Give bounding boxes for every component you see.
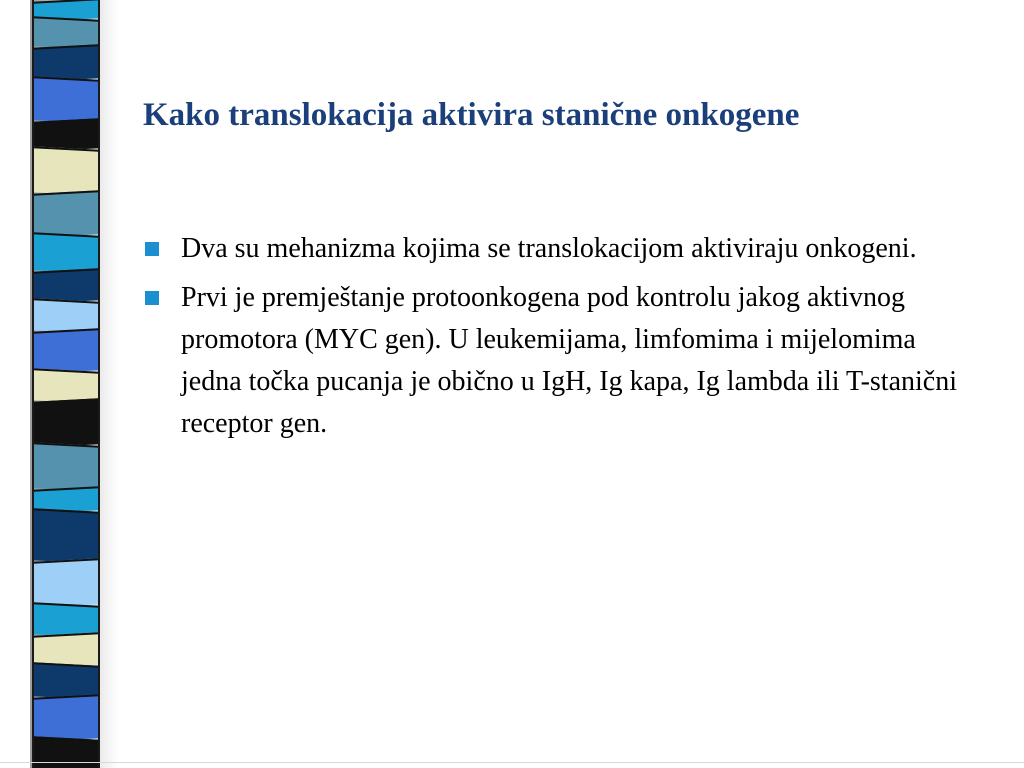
slide-title: Kako translokacija aktivira stanične onkogene	[143, 97, 800, 133]
square-bullet-icon	[145, 291, 159, 305]
bullet-item	[143, 277, 983, 445]
strip-band	[33, 76, 99, 124]
strip-band	[33, 736, 99, 768]
strip-band	[33, 442, 99, 492]
strip-band	[33, 558, 99, 608]
square-bullet-icon	[145, 242, 159, 256]
slide-bottom-border	[0, 762, 1024, 763]
strip-band	[33, 508, 99, 564]
strip-band	[33, 232, 99, 274]
bullet-text: Prvi je premještanje protoonkogena pod kontrolu jakog aktivnog promotora (MYC gen). U leukemijama, limfomima i mijelomima jedna točka pucanja je obično u IgH, Ig kapa, Ig lambda ili T-stanični receptor gen.	[181, 282, 957, 439]
strip-band	[33, 398, 99, 448]
decorative-strip-edge	[98, 0, 100, 768]
strip-band	[33, 146, 99, 196]
strip-band	[33, 694, 99, 742]
strip-band	[33, 190, 99, 238]
decorative-strip	[33, 0, 99, 768]
bullet-text: Dva su mehanizma kojima se translokacijom aktiviraju onkogeni.	[181, 233, 917, 264]
decorative-strip-edge	[32, 0, 34, 768]
strip-band	[33, 328, 99, 374]
bullet-item	[143, 228, 983, 270]
bullet-list	[143, 228, 983, 452]
